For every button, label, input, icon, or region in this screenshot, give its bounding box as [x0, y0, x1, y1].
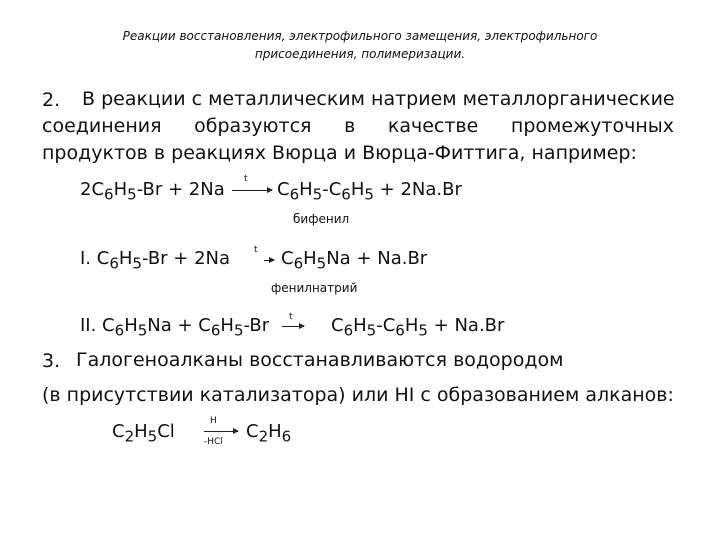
- item-3-line-1: Галогеноалканы восстанавливаются водородом: [76, 349, 564, 371]
- reaction-3-right: $C_6H_5-C_6H_5 + Na.Br$: [331, 315, 505, 340]
- reaction-4-condition-bottom: -HCl: [204, 437, 223, 447]
- slide-subtitle: [0, 27, 720, 63]
- item-2-line-3: продуктов в реакциях Вюрца и Вюрца-Фиттига, например:: [42, 142, 637, 164]
- item-2-line-1: В реакции с металлическим натрием металлорганические: [82, 88, 675, 110]
- subtitle-line-2: присоединения, полимеризации.: [254, 47, 466, 61]
- reaction-3-left: II. $C_6H_5Na + C_6H_5-Br$: [80, 315, 270, 340]
- reaction-4-arrow: [204, 431, 238, 432]
- reaction-2-left: I. $C_6H_5-Br + 2Na$: [80, 248, 231, 273]
- item-2-number: 2.: [42, 89, 61, 111]
- item-3-number: 3.: [42, 350, 61, 372]
- reaction-2-condition: t: [254, 245, 258, 255]
- reaction-1-arrow: [232, 190, 272, 191]
- reaction-2-arrow: [264, 260, 274, 261]
- reaction-2-right: $C_6H_5Na + Na.Br$: [281, 248, 428, 273]
- reaction-1-product-name: бифенил: [293, 212, 350, 226]
- item-3-line-2: (в присутствии катализатора) или HI с образованием алканов:: [42, 384, 674, 406]
- reaction-1-left: $2C_6H_5-Br + 2Na$: [80, 179, 225, 204]
- reaction-4-right: $C_2H_6$: [246, 421, 292, 446]
- reaction-4-condition-top: H: [210, 416, 217, 426]
- reaction-3-condition: t: [289, 312, 293, 322]
- reaction-3-arrow: [282, 326, 304, 327]
- reaction-1-condition: t: [244, 174, 248, 184]
- item-2-line-2: [42, 113, 674, 140]
- subtitle-line-1: Реакции восстановления, электрофильного замещения, электрофильного: [122, 29, 598, 43]
- item-2-line-2-text: соединения образуются в качестве промежуточных: [42, 115, 674, 137]
- reaction-1-right: $C_6H_5-C_6H_5 + 2Na.Br$: [277, 179, 462, 204]
- reaction-2-product-name: фенилнатрий: [271, 281, 358, 295]
- reaction-4-left: $C_2H_5Cl$: [112, 421, 175, 446]
